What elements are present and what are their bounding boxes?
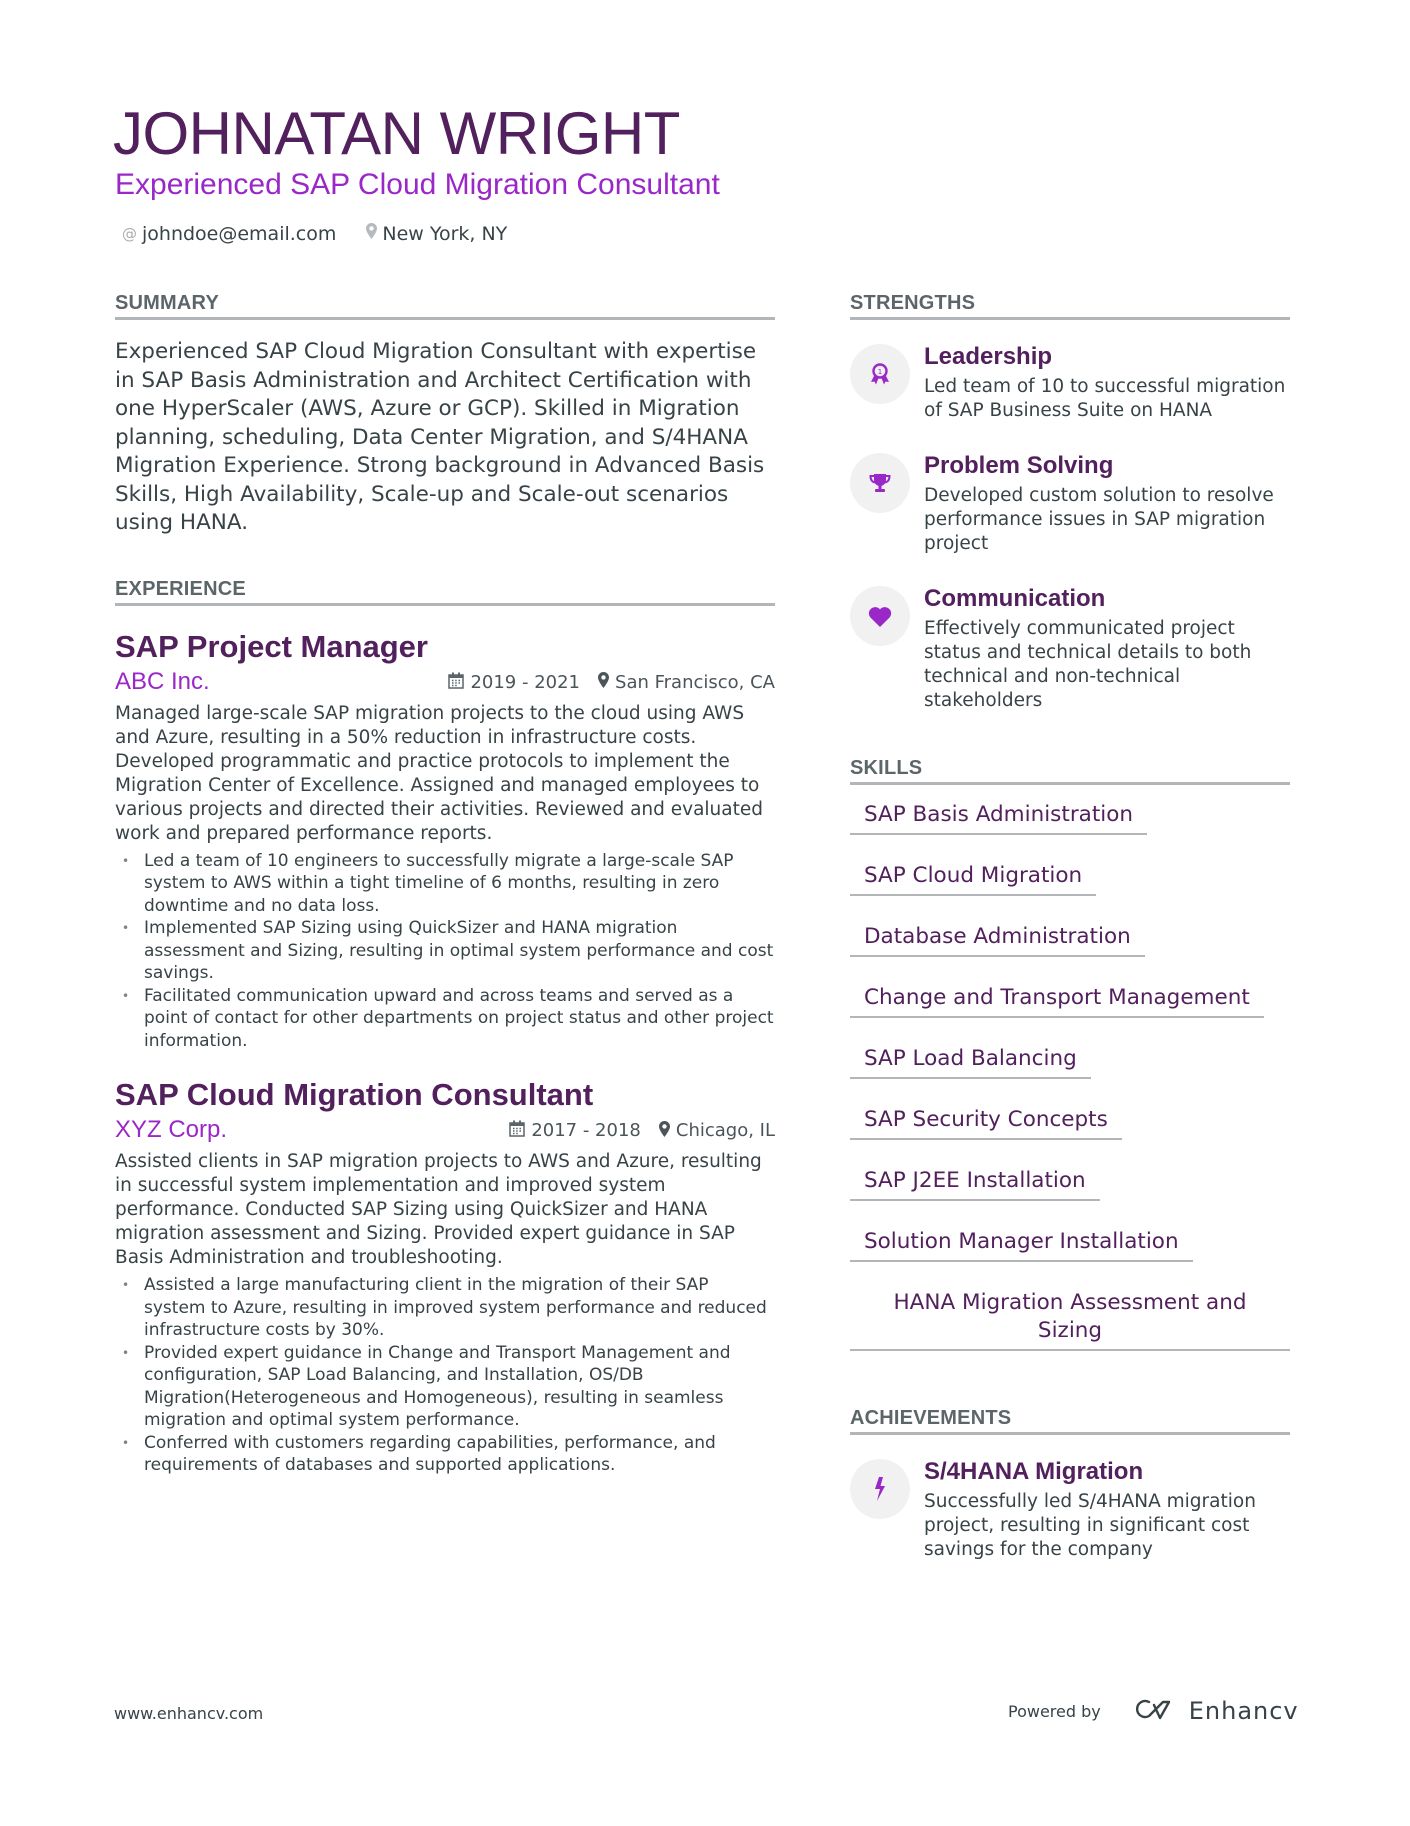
job-location xyxy=(598,672,775,693)
section-heading-summary: SUMMARY xyxy=(115,290,775,320)
experience-section xyxy=(115,576,775,1477)
job-dates-text: 2019 - 2021 xyxy=(470,671,581,693)
at-icon: @ xyxy=(122,225,137,243)
section-heading-achievements: ACHIEVEMENTS xyxy=(850,1405,1290,1435)
skill-tag: Change and Transport Management xyxy=(850,984,1264,1018)
powered-by-label: Powered by xyxy=(1008,1701,1101,1721)
contact-info xyxy=(122,221,507,247)
job-bullet: • Conferred with customers regarding capabilities, performance, and requirements of databases and supported applications. xyxy=(115,1432,775,1477)
skill-tag: HANA Migration Assessment and Sizing xyxy=(850,1289,1290,1351)
achievement-title: S/4HANA Migration xyxy=(924,1458,1144,1485)
job-title: SAP Cloud Migration Consultant xyxy=(115,1077,594,1112)
skill-tag: SAP Security Concepts xyxy=(850,1106,1122,1140)
calendar-icon xyxy=(448,672,464,693)
job-meta xyxy=(448,672,775,693)
skills-section xyxy=(850,755,1290,1351)
job-meta-row xyxy=(115,666,775,698)
strength-description: Developed custom solution to resolve performance issues in SAP migration project xyxy=(924,485,1274,554)
summary-text: Experienced SAP Cloud Migration Consultant with expertise in SAP Basis Administration and Architect Certification with one HyperScaler (AWS, Azure or GCP). Skilled in Migration planning, scheduling, Data Center Migration, and S/4HANA Migration Experience. Strong background in Advanced Basis Skills, High Availability, Scale-up and Scale-out scenarios using HANA. xyxy=(115,339,765,535)
footer-branding xyxy=(1008,1697,1299,1725)
strength-item xyxy=(850,584,1290,713)
svg-text:1: 1 xyxy=(877,368,883,376)
job-dates-text: 2017 - 2018 xyxy=(531,1120,641,1141)
strength-title: Problem Solving xyxy=(924,452,1114,479)
right-column xyxy=(850,290,1290,1562)
company-name: XYZ Corp. xyxy=(115,1116,228,1143)
award-ribbon-icon xyxy=(850,344,910,404)
job-meta xyxy=(509,1120,775,1141)
trophy-icon xyxy=(850,453,910,513)
strength-title: Communication xyxy=(924,585,1106,612)
skill-tag: Solution Manager Installation xyxy=(850,1228,1193,1262)
email-text: johndoe@email.com xyxy=(142,223,337,245)
job-bullet: • Assisted a large manufacturing client in the migration of their SAP system to Azure, resulting in improved system performance and reduced infrastructure costs by 30%. xyxy=(115,1274,775,1342)
strength-item xyxy=(850,342,1290,423)
job-bullet: • Implemented SAP Sizing using QuickSizer and HANA migration assessment and Sizing, resulting in optimal system performance and cost savings. xyxy=(115,917,775,985)
skills-list xyxy=(850,801,1290,1351)
skill-tag: Database Administration xyxy=(850,923,1145,957)
strengths-section xyxy=(850,290,1290,713)
job-bullet: • Facilitated communication upward and across teams and served as a point of contact for other departments on project status and other project information. xyxy=(115,985,775,1053)
left-column xyxy=(115,290,775,1477)
map-pin-icon xyxy=(598,672,609,692)
footer-website-link[interactable]: www.enhancv.com xyxy=(114,1704,264,1723)
summary-section xyxy=(115,290,775,538)
achievement-item xyxy=(850,1457,1290,1562)
job-bullets xyxy=(115,850,775,1053)
enhancv-brand-text: Enhancv xyxy=(1188,1697,1299,1725)
achievement-description: Successfully led S/4HANA migration project, resulting in significant cost savings for the company xyxy=(924,1491,1256,1560)
strength-description: Effectively communicated project status and technical details to both technical and non-technical stakeholders xyxy=(924,618,1252,711)
calendar-icon xyxy=(509,1120,525,1141)
job-dates xyxy=(509,1120,641,1141)
job-meta-row xyxy=(115,1114,775,1146)
candidate-name: JOHNATAN WRIGHT xyxy=(113,100,680,167)
job-location-text: San Francisco, CA xyxy=(615,671,775,693)
map-pin-icon xyxy=(366,221,377,247)
strength-item xyxy=(850,451,1290,556)
section-heading-strengths: STRENGTHS xyxy=(850,290,1290,320)
map-pin-icon xyxy=(659,1121,670,1141)
job-title: SAP Project Manager xyxy=(115,628,428,664)
job-bullets xyxy=(115,1274,775,1477)
lightning-bolt-icon xyxy=(850,1459,910,1519)
section-heading-skills: SKILLS xyxy=(850,755,1290,785)
job-bullet: • Led a team of 10 engineers to successfully migrate a large-scale SAP system to AWS within a tight timeline of 6 months, resulting in zero downtime and no data loss. xyxy=(115,850,775,918)
strength-description: Led team of 10 to successful migration of SAP Business Suite on HANA xyxy=(924,376,1286,421)
skill-tag: SAP Cloud Migration xyxy=(850,862,1096,896)
skill-tag: SAP Basis Administration xyxy=(850,801,1147,835)
candidate-title: Experienced SAP Cloud Migration Consultant xyxy=(115,168,720,201)
heart-icon xyxy=(850,586,910,646)
job-description: Assisted clients in SAP migration projects to AWS and Azure, resulting in successful system implementation and improved system performance. Conducted SAP Sizing using QuickSizer and HANA migration assessment and Sizing. Provided expert guidance in SAP Basis Administration and troubleshooting. xyxy=(115,1151,762,1268)
location-text: New York, NY xyxy=(382,223,508,245)
job-location-text: Chicago, IL xyxy=(675,1120,775,1141)
job-entry xyxy=(115,1076,775,1477)
section-heading-experience: EXPERIENCE xyxy=(115,576,775,606)
enhancv-logo-icon xyxy=(1129,1697,1175,1725)
job-entry xyxy=(115,628,775,1053)
job-bullet: • Provided expert guidance in Change and Transport Management and configuration, SAP Load Balancing, and Installation, OS/DB Migration(Heterogeneous and Homogeneous), resulting in seamless migration and optimal system performance. xyxy=(115,1342,775,1432)
skill-tag: SAP J2EE Installation xyxy=(850,1167,1100,1201)
job-location xyxy=(659,1120,775,1141)
contact-email[interactable] xyxy=(122,221,336,247)
job-dates xyxy=(448,672,580,693)
skill-tag: SAP Load Balancing xyxy=(850,1045,1091,1079)
achievements-section xyxy=(850,1405,1290,1562)
strength-title: Leadership xyxy=(924,343,1053,370)
job-description: Managed large-scale SAP migration projects to the cloud using AWS and Azure, resulting in a 50% reduction in infrastructure costs. Developed programmatic and practice protocols to implement the Migration Center of Excellence. Assigned and managed employees to various projects and directed their activities. Reviewed and evaluated work and prepared performance reports. xyxy=(115,702,763,844)
contact-location xyxy=(366,221,507,247)
company-name: ABC Inc. xyxy=(115,667,210,695)
